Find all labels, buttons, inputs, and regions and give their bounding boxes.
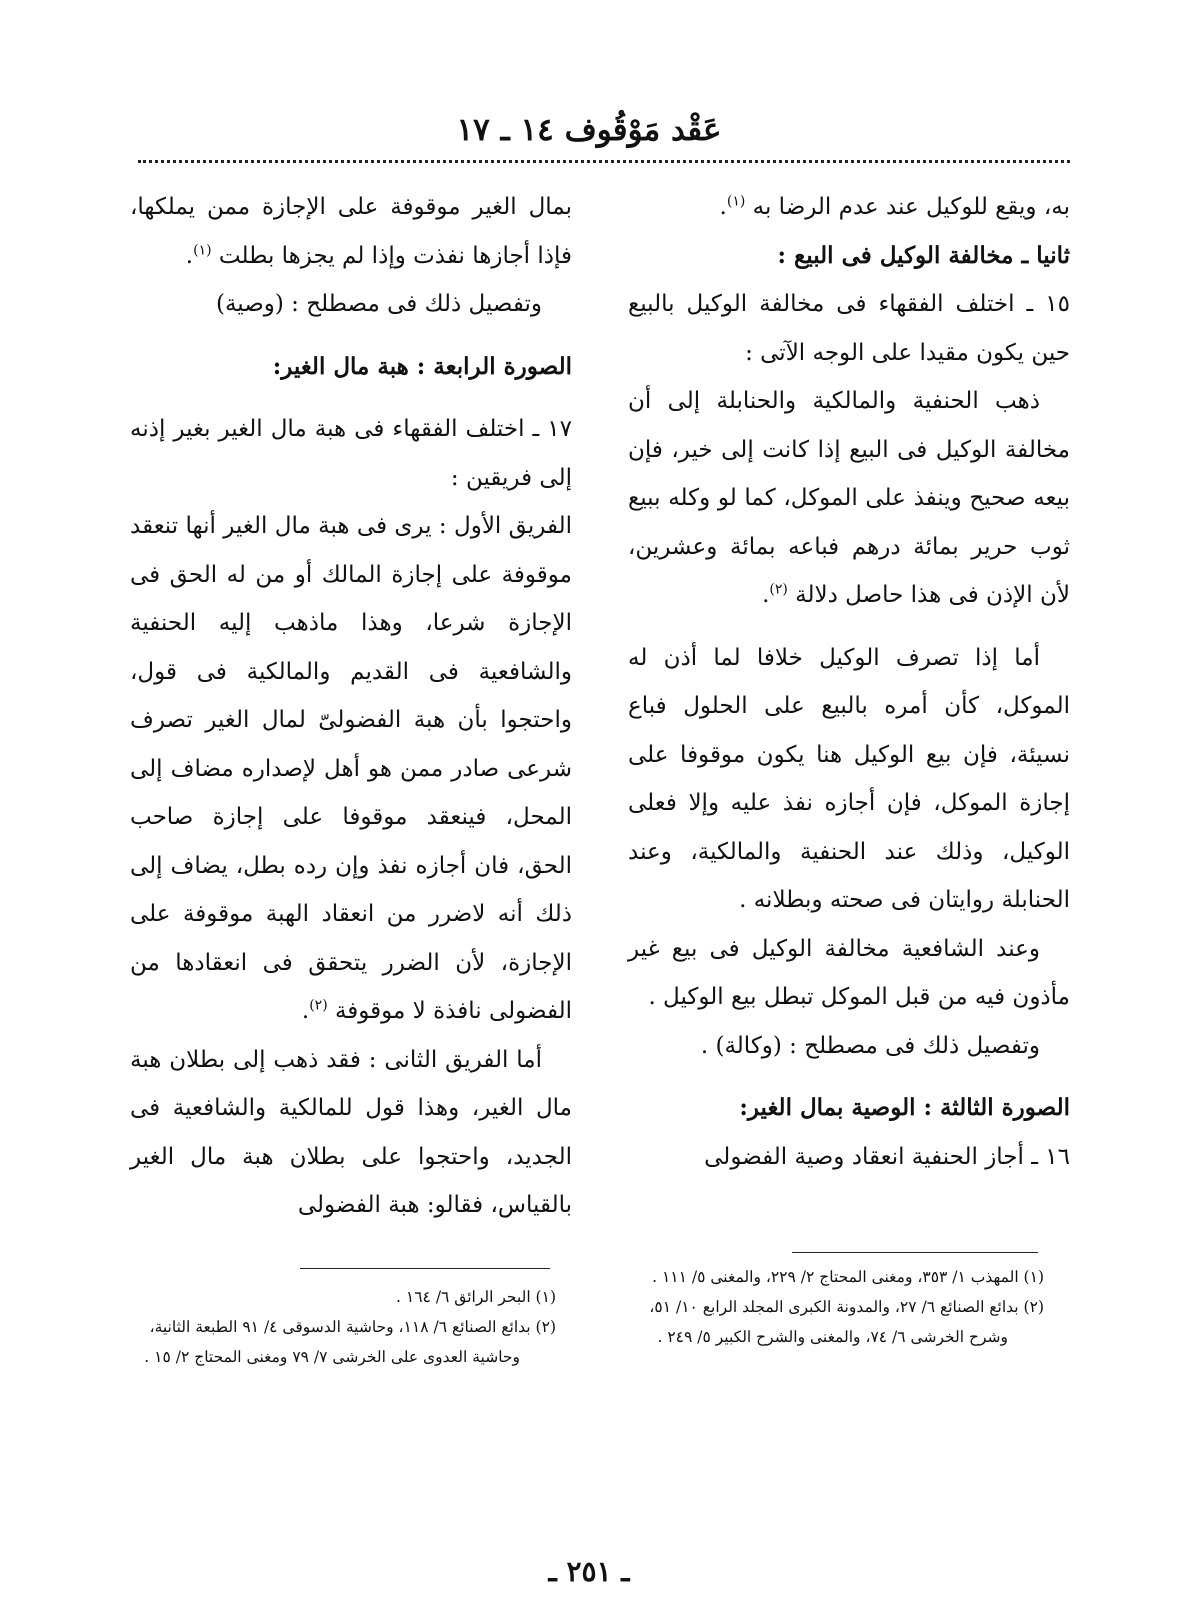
paragraph-text: ثانيا ـ مخالفة الوكيل فى البيع : <box>777 241 1070 269</box>
footnote: (٢) بدائع الصنائع ٦/ ١١٨، وحاشية الدسوقى ٤/ ٩١ الطبعة الثانية، وحاشية العدوى على الخرشى ٧/ ٧٩ ومغنى المحتاج ٢/ ١٥ . <box>144 1318 556 1366</box>
paragraph <box>130 1036 572 1230</box>
paragraph-text: وتفصيل ذلك فى مصطلح : (وصية) <box>216 291 542 317</box>
section-heading <box>130 343 572 392</box>
punctuation: . <box>719 194 727 220</box>
footnotes-left <box>118 1282 556 1372</box>
footnote-ref[interactable]: (٢) <box>769 581 788 598</box>
footnote-rule-left <box>300 1268 550 1269</box>
paragraph <box>130 502 572 1036</box>
paragraph-text: ذهب الحنفية والمالكية والحنابلة إلى أن مخالفة الوكيل فى البيع إذا كانت إلى خير، فإن بيعه صحيح وينفذ على الموكل، كما لو وكله ببيع ثوب حرير بمائة درهم فباعه بمائة وعشرين، لأن الإذن فى هذا حاصل دلالة <box>628 388 1070 608</box>
punctuation: . <box>762 582 770 608</box>
paragraph-text: به، ويقع للوكيل عند عدم الرضا به <box>752 194 1070 220</box>
footnote-rule-right <box>792 1252 1038 1253</box>
paragraph <box>628 1133 1070 1182</box>
paragraph <box>130 280 572 329</box>
footnote: (٢) بدائع الصنائع ٦/ ٢٧، والمدونة الكبرى المجلد الرابع ١٠/ ٥١، وشرح الخرشى ٦/ ٧٤، والمغنى والشرح الكبير ٥/ ٢٤٩ . <box>649 1298 1044 1346</box>
footnotes-right <box>612 1262 1044 1352</box>
paragraph-text: ١٦ ـ أجاز الحنفية انعقاد وصية الفضولى <box>704 1143 1070 1170</box>
paragraph-text: الصورة الرابعة : هبة مال الغير: <box>272 352 572 380</box>
header-dotted-rule <box>138 160 1070 163</box>
paragraph-text: ١٧ ـ اختلف الفقهاء فى هبة مال الغير بغير إذنه إلى فريقين : <box>130 416 572 491</box>
paragraph <box>130 183 572 280</box>
paragraph-text: أما إذا تصرف الوكيل خلافا لما أذن له الموكل، كأن أمره بالبيع على الحلول فباع نسيئة، فإن بيع الوكيل هنا يكون موقوفا على إجازة الموكل، فإن أجازه نفذ عليه وإلا فعلى الوكيل، وذلك عند الحنفية والمالكية، وعند الحنابلة روايتان فى صحته وبطلانه . <box>628 644 1070 913</box>
right-column <box>628 183 1070 1181</box>
paragraph-text: أما الفريق الثانى : فقد ذهب إلى بطلان هبة مال الغير، وهذا قول للمالكية والشافعية فى الجديد، واحتجوا على بطلان هبة مال الغير بالقياس، فقالو: هبة الفضولى <box>130 1046 572 1218</box>
paragraph-text: الصورة الثالثة : الوصية بمال الغير: <box>739 1094 1070 1121</box>
paragraph-gap <box>130 391 572 405</box>
paragraph <box>130 405 572 502</box>
paragraph <box>628 1022 1070 1071</box>
punctuation: . <box>185 242 194 269</box>
section-heading <box>628 232 1070 281</box>
paragraph <box>628 634 1070 925</box>
paragraph-gap <box>130 329 572 343</box>
paragraph-text: بمال الغير موقوفة على الإجازة ممن يملكها، فإذا أجازها نفذت وإذا لم يجزها بطلت <box>130 194 572 269</box>
paragraph <box>628 280 1070 377</box>
footnote-ref[interactable]: (١) <box>193 241 212 258</box>
paragraph-text: وعند الشافعية مخالفة الوكيل فى بيع غير مأذون فيه من قبل الموكل تبطل بيع الوكيل . <box>628 935 1070 1010</box>
left-column <box>130 183 572 1230</box>
page-number: ـ ٢٥١ ـ <box>548 1555 630 1588</box>
paragraph <box>628 925 1070 1022</box>
punctuation: . <box>301 998 310 1024</box>
paragraph-text: وتفصيل ذلك فى مصطلح : (وكالة) . <box>700 1032 1040 1059</box>
footnote: (١) البحر الرائق ٦/ ١٦٤ . <box>396 1288 556 1306</box>
running-header: عَقْد مَوْقُوف ١٤ ـ ١٧ <box>456 112 722 148</box>
paragraph-text: ١٥ ـ اختلف الفقهاء فى مخالفة الوكيل بالبيع حين يكون مقيدا على الوجه الآتى : <box>628 291 1070 366</box>
footnote-ref[interactable]: (١) <box>726 193 746 210</box>
footnote: (١) المهذب ١/ ٣٥٣، ومغنى المحتاج ٢/ ٢٢٩، والمغنى ٥/ ١١١ . <box>652 1268 1044 1286</box>
paragraph-gap <box>628 620 1070 634</box>
footnote-ref[interactable]: (٢) <box>309 997 328 1014</box>
paragraph <box>628 377 1070 620</box>
paragraph-text: الفريق الأول : يرى فى هبة مال الغير أنها تنعقد موقوفة على إجازة المالك أو من له الحق فى الإجازة شرعا، وهذا ماذهب إليه الحنفية والشافعية فى القديم والمالكية فى قول، واحتجوا بأن هبة الفضولىّ لمال الغير تصرف شرعى صادر ممن هو أهل لإصداره مضاف إلى المحل، فينعقد موقوفا على إجازة صاحب الحق، فان أجازه نفذ وإن رده بطل، يضاف إلى ذلك أنه لاضرر من انعقاد الهبة موقوفة على الإجازة، لأن الضرر يتحقق فى انعقادها من الفضولى نافذة لا موقوفة <box>130 513 572 1024</box>
section-heading <box>628 1084 1070 1133</box>
paragraph-gap <box>628 1070 1070 1084</box>
paragraph <box>628 183 1070 232</box>
